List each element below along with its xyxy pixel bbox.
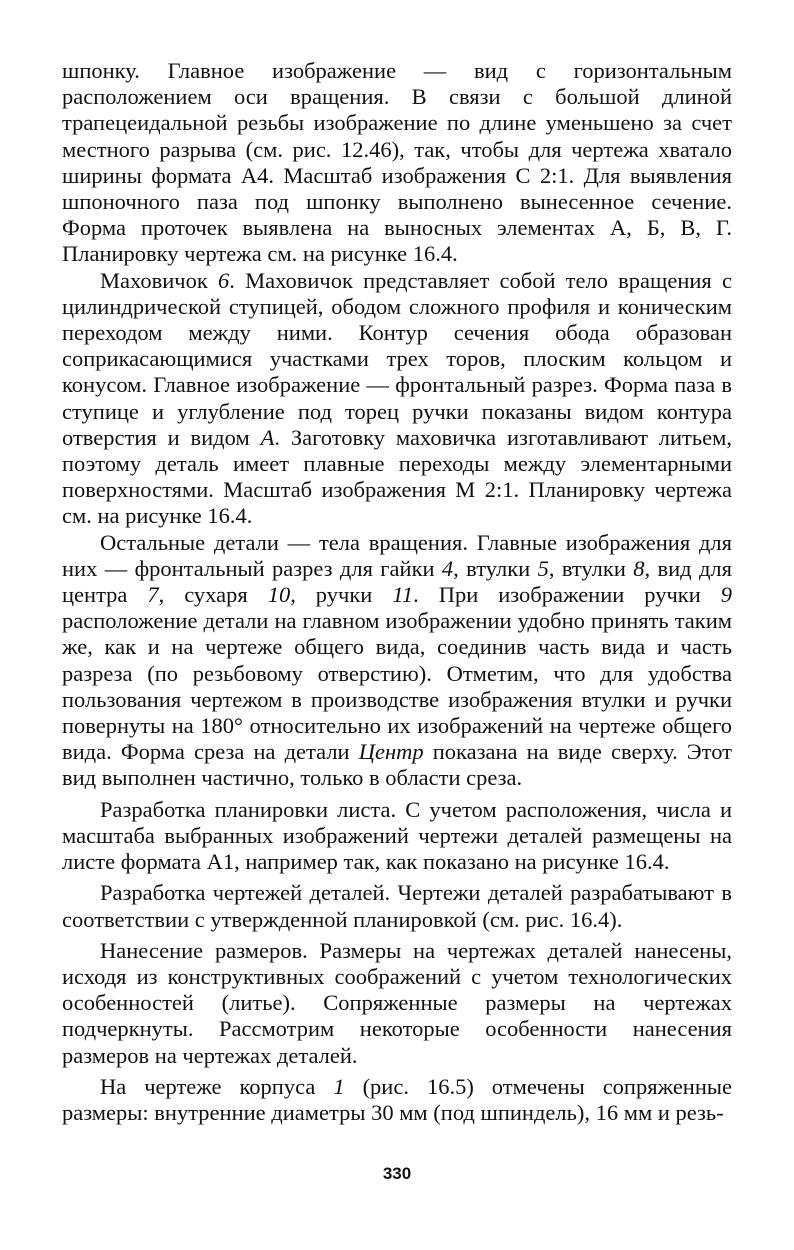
paragraph [62, 58, 732, 268]
text-run: Нанесение размеров. Размеры на чертежах деталей нанесены, исходя из конструктивных соображений с учетом технологических особенностей (литье). Сопряженные размеры на чертежах подчеркнуты. Рассмотрим некоторые особенности нанесения размеров на чертежах деталей. [62, 937, 732, 1068]
paragraph [62, 268, 732, 530]
italic-reference: Центр [358, 739, 424, 765]
text-run: . Заготовку маховичка изготавливают литьем, поэтому деталь имеет плавные переходы между элементарными поверхностями. Масштаб изображения М 2:1. Планировку чертежа см. на рисунке 16.4. [62, 424, 732, 529]
text-run: Разработка чертежей деталей. Чертежи деталей разрабатывают в соответствии с утвержденной планировкой (см. рис. 16.4). [62, 880, 732, 932]
text-run: (рис. 16.5) отмечены сопряженные размеры: внутренние диаметры 30 мм (под шпиндель), 16 мм и резь- [62, 1073, 732, 1125]
italic-reference: 9 [720, 582, 732, 608]
text-run: , втулки [548, 555, 634, 581]
paragraph [62, 1074, 732, 1126]
page-number: 330 [382, 1164, 412, 1183]
text-run: Маховичок [100, 267, 218, 293]
text-run: На чертеже корпуса [100, 1073, 334, 1099]
page-body [62, 58, 732, 1126]
paragraph [62, 880, 732, 932]
italic-reference: 11 [392, 582, 414, 608]
italic-reference: 6 [218, 267, 230, 293]
italic-reference: 1 [333, 1073, 345, 1099]
italic-reference: 4 [441, 555, 454, 581]
text-run: , вид для центра [62, 555, 732, 608]
italic-reference: 10 [267, 582, 291, 608]
text-run: , ручки [290, 582, 393, 608]
text-run: шпонку. Главное изображение — вид с горизонтальным расположением оси вращения. В связи с большой длиной трапецеидальной резьбы изображение по длине уменьшено за счет местного разрыва (см. рис. 12.46), так, чтобы для чертежа хватало ширины формата А4. Масштаб изображения С 2:1. Для выявления шпоночного паза под шпонку выполнено вынесенное сечение. Форма проточек выявлена на выносных элементах А, Б, В, Г. Планировку чертежа см. на рисунке 16.4. [62, 58, 732, 267]
text-run: расположение детали на главном изображении удобно принять таким же, как и на чертеже общего вида, соединив часть вида и часть разреза (по резьбовому отверстию). Отметим, что для удобства пользования чертежом в производстве изображения втулки и ручки повернуты на 180° относительно их изображений на чертеже общего вида. Форма среза на детали [62, 608, 732, 765]
italic-reference: 8 [633, 555, 645, 581]
text-run: показана на виде сверху. Этот вид выполнен частично, только в области среза. [62, 739, 732, 791]
italic-reference: 5 [537, 555, 549, 581]
text-run: . При изображении ручки [413, 582, 721, 608]
text-run: Остальные детали — тела вращения. Главные изображения для них — фронтальный разрез для гайки [62, 529, 732, 581]
text-run: , втулки [453, 555, 538, 581]
paragraph [62, 938, 732, 1069]
paragraph [62, 530, 732, 792]
text-run: . Маховичок представляет собой тело вращения с цилиндрической ступицей, ободом сложного профиля и коническим переходом между ними. Контур сечения обода образован соприкасающимися участками трех торов, плоским кольцом и конусом. Главное изображение — фронтальный разрез. Форма паза в ступице и углубление под торец ручки показаны видом контура отверстия и видом [62, 267, 732, 450]
italic-reference: А [260, 424, 275, 450]
italic-reference: 7 [147, 582, 159, 608]
paragraph [62, 797, 732, 876]
text-run: , сухаря [158, 582, 268, 608]
text-run: Разработка планировки листа. С учетом расположения, числа и масштаба выбранных изображений чертежи деталей размещены на листе формата А1, например так, как показано на рисунке 16.4. [62, 796, 732, 875]
